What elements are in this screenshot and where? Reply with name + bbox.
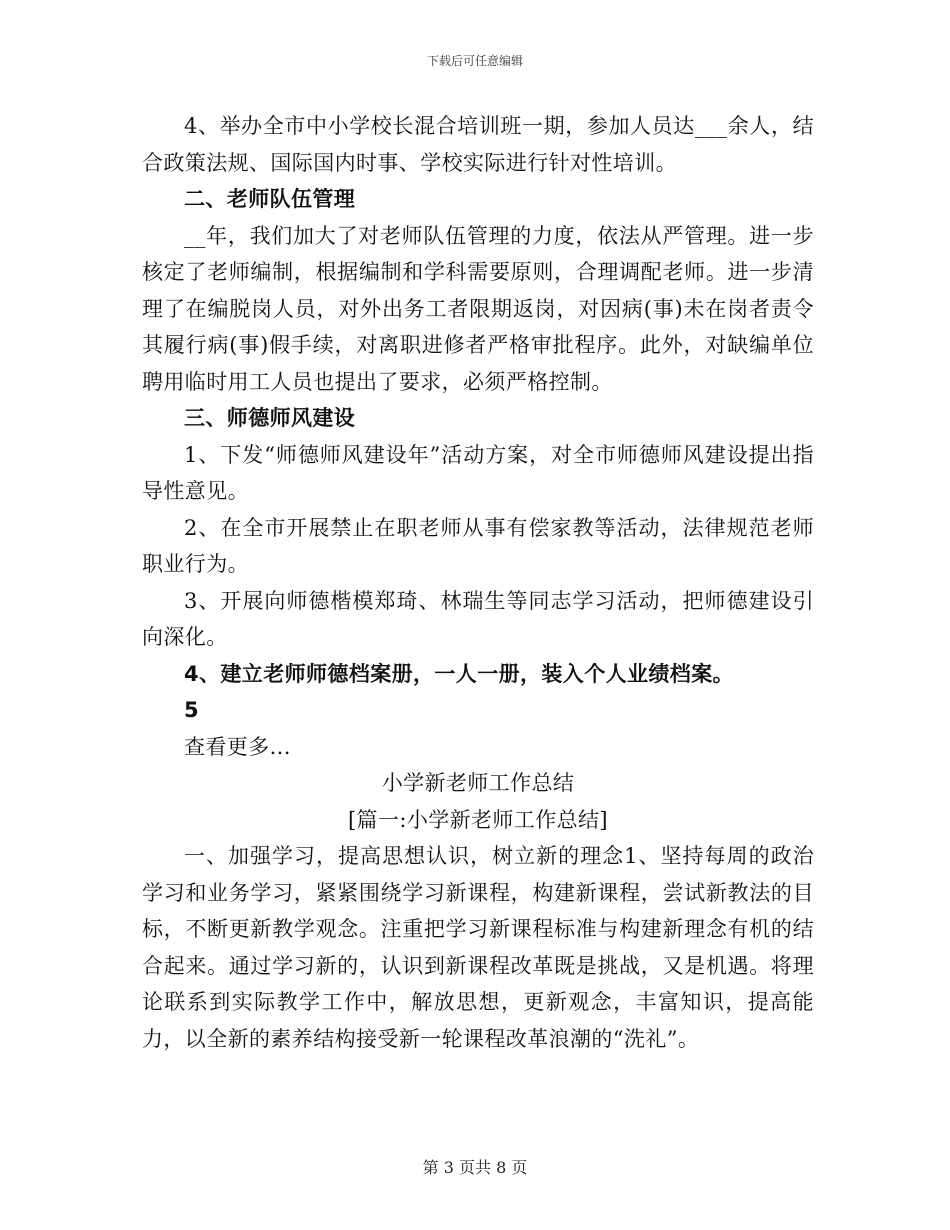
paragraph-teacher-management: __年，我们加大了对老师队伍管理的力度，依法从严管理。进一步核定了老师编制，根据编制和学科需要原则，合理调配老师。进一步清理了在编脱岗人员，对外出务工者限期返岗，对因病(事)未在岗者责令其履行病(事)假手续，对离职进修者严格审批程序。此外，对缺编单位聘用临时用工人员也提出了要求，必须严格控制。 (142, 223, 814, 394)
paragraph-ethics-models: 3、开展向师德楷模郑琦、林瑞生等同志学习活动，把师德建设引向深化。 (142, 588, 814, 649)
paragraph-ethics-plan: 1、下发“师德师风建设年”活动方案，对全市师德师风建设提出指导性意见。 (142, 442, 814, 503)
page-footer: 第 3 页共 8 页 (422, 1158, 528, 1177)
see-more-link[interactable]: 查看更多... (184, 734, 291, 759)
page-header: 下载后可任意编辑 (426, 54, 523, 68)
paragraph-ethics-archive: 4、建立老师师德档案册，一人一册，装入个人业绩档案。 (184, 661, 735, 686)
paragraph-study: 一、加强学习，提高思想认识，树立新的理念1、坚持每周的政治学习和业务学习，紧紧围绕学习新课程，构建新课程，尝试新教法的目标，不断更新教学观念。注重把学习新课程标准与构建新理念有机的结合起来。通过学习新的，认识到新课程改革既是挑战，又是机遇。将理论联系到实际教学工作中，解放思想，更新观念，丰富知识，提高能力，以全新的素养结构接受新一轮课程改革浪潮的“洗礼”。 (142, 844, 814, 1051)
article-title: 小学新老师工作总结 (381, 771, 575, 795)
paragraph-training: 4、举办全市中小学校长混合培训班一期，参加人员达___余人，结合政策法规、国际国内时事、学校实际进行针对性培训。 (142, 114, 814, 175)
section-heading-ethics: 三、师德师风建设 (184, 406, 356, 430)
paragraph-ethics-tutoring: 2、在全市开展禁止在职老师从事有偿家教等活动，法律规范老师职业行为。 (142, 515, 814, 576)
section-heading-teacher-management: 二、老师队伍管理 (184, 187, 356, 211)
document-body (142, 108, 814, 1057)
paragraph-number-five: 5 (184, 698, 200, 722)
article-subtitle: [篇一:小学新老师工作总结] (347, 807, 609, 832)
